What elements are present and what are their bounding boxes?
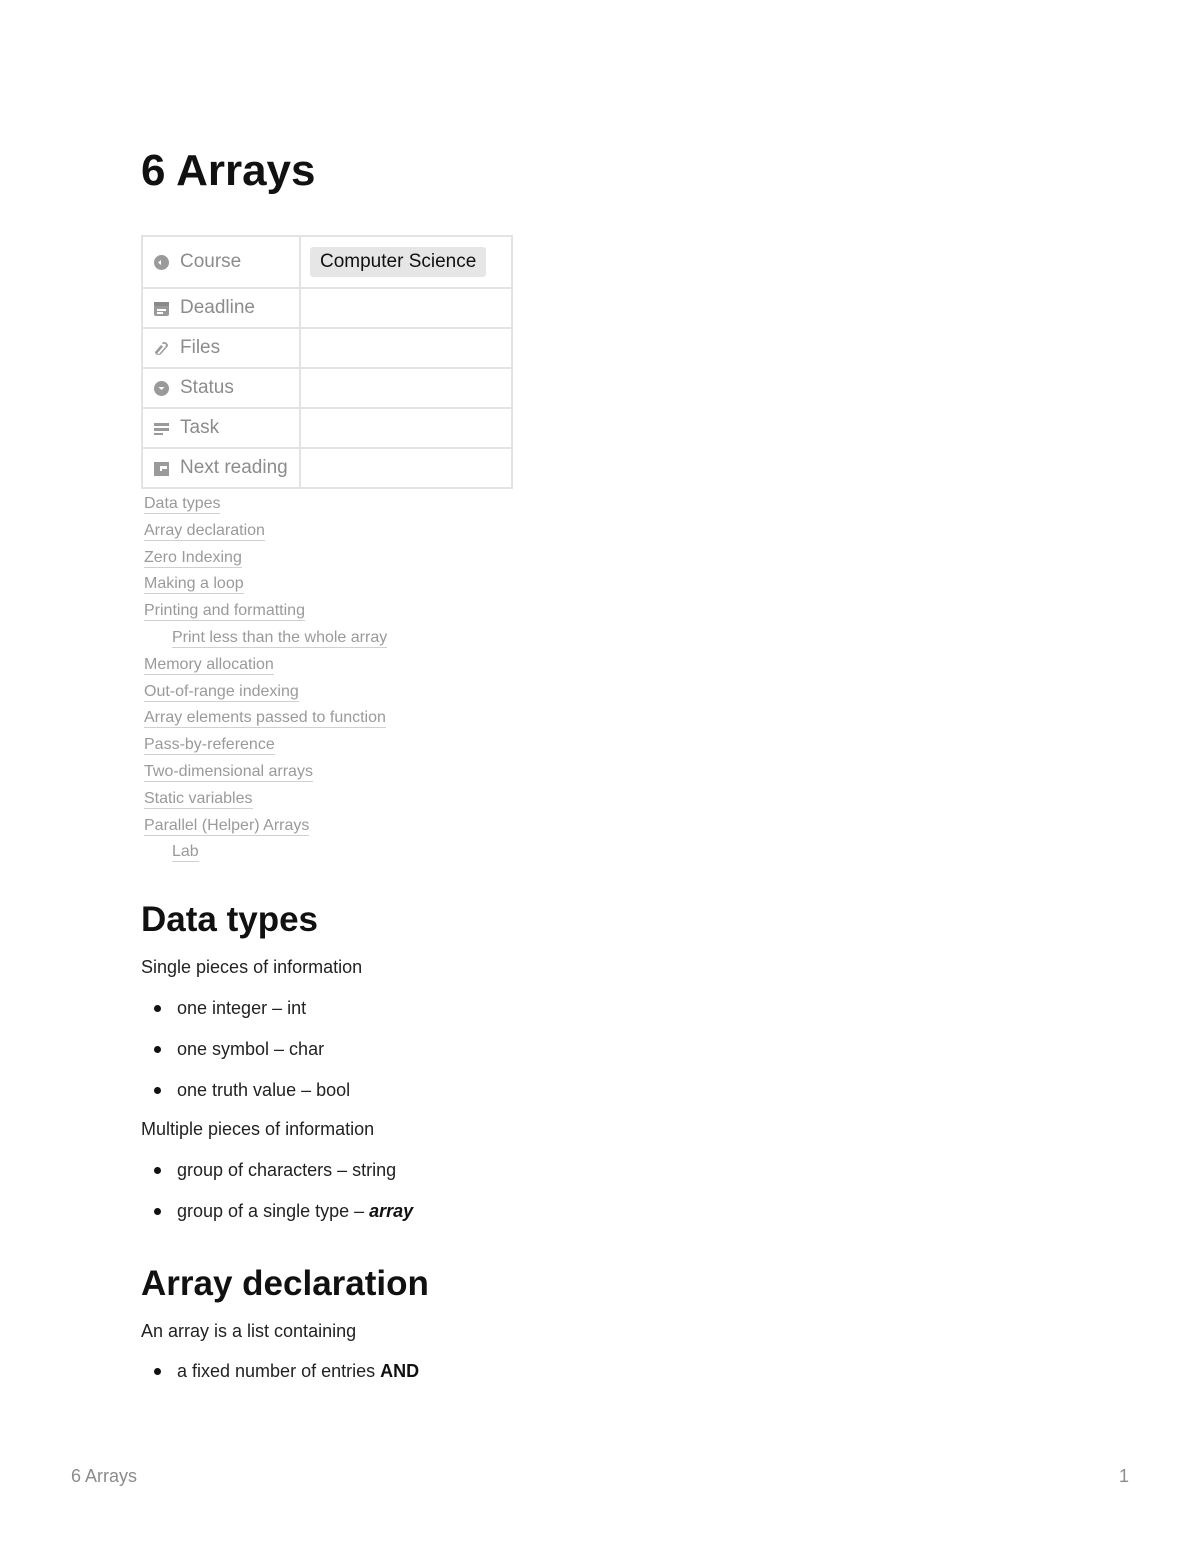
property-key xyxy=(142,328,300,368)
list-item: one truth value – bool xyxy=(150,1078,350,1119)
property-key xyxy=(142,236,300,288)
property-row-deadline xyxy=(142,288,512,328)
toc-item xyxy=(144,519,387,546)
property-label: Files xyxy=(180,337,221,358)
bullet-list-array-properties xyxy=(150,1359,419,1400)
property-label: Deadline xyxy=(180,297,255,318)
property-label: Status xyxy=(180,377,234,398)
toc-item xyxy=(144,546,387,573)
circle-dot-icon xyxy=(152,253,171,272)
paragraph-array-intro: An array is a list containing xyxy=(141,1321,357,1341)
property-row-course xyxy=(142,236,512,288)
paperclip-icon xyxy=(152,339,171,358)
toc-item xyxy=(144,572,387,599)
section-heading-array-declaration: Array declaration xyxy=(141,1264,429,1303)
list-item-text: group of a single type – xyxy=(177,1201,370,1221)
property-label: Course xyxy=(180,251,242,272)
footer-page-title: 6 Arrays xyxy=(71,1466,138,1486)
property-key xyxy=(142,368,300,408)
text-lines-icon xyxy=(152,419,171,438)
toc-link-array-elements-passed[interactable]: Array elements passed to function xyxy=(144,709,386,727)
property-label: Task xyxy=(180,417,220,438)
toc-link-array-declaration[interactable]: Array declaration xyxy=(144,521,265,539)
list-item: one symbol – char xyxy=(150,1037,350,1078)
property-value[interactable] xyxy=(300,288,512,328)
toc-item xyxy=(144,626,387,653)
list-item xyxy=(150,1199,413,1240)
property-key xyxy=(142,448,300,488)
toc-link-pass-by-reference[interactable]: Pass-by-reference xyxy=(144,736,275,754)
emphasized-term: array xyxy=(369,1201,414,1221)
list-item xyxy=(150,1359,419,1400)
toc-link-memory-allocation[interactable]: Memory allocation xyxy=(144,655,274,673)
course-tag[interactable]: Computer Science xyxy=(310,247,486,277)
toc-item xyxy=(144,787,387,814)
toc-link-print-less-than-whole-array[interactable]: Print less than the whole array xyxy=(172,628,388,646)
property-row-task xyxy=(142,408,512,448)
property-row-status xyxy=(142,368,512,408)
property-row-next-reading xyxy=(142,448,512,488)
toc-link-zero-indexing[interactable]: Zero Indexing xyxy=(144,548,242,566)
toc-item xyxy=(144,814,387,841)
toc-item xyxy=(144,733,387,760)
property-key xyxy=(142,408,300,448)
toc-item xyxy=(144,760,387,787)
paragraph-single-pieces: Single pieces of information xyxy=(141,957,363,977)
toc-link-parallel-arrays[interactable]: Parallel (Helper) Arrays xyxy=(144,816,310,834)
toc-link-out-of-range-indexing[interactable]: Out-of-range indexing xyxy=(144,682,299,700)
toc-item xyxy=(144,599,387,626)
toc-link-printing-and-formatting[interactable]: Printing and formatting xyxy=(144,602,305,620)
relation-arrow-icon xyxy=(152,459,171,478)
toc-link-lab[interactable]: Lab xyxy=(172,843,199,861)
calendar-icon xyxy=(152,299,171,318)
toc-item xyxy=(144,840,387,867)
bullet-list-multiple-types xyxy=(150,1158,413,1240)
toc-link-two-dimensional-arrays[interactable]: Two-dimensional arrays xyxy=(144,762,313,780)
list-item: group of characters – string xyxy=(150,1158,413,1199)
properties-table xyxy=(141,235,513,489)
toc-item xyxy=(144,653,387,680)
property-key xyxy=(142,288,300,328)
table-of-contents xyxy=(144,492,387,867)
toc-item xyxy=(144,706,387,733)
property-value[interactable] xyxy=(300,448,512,488)
section-heading-data-types: Data types xyxy=(141,900,319,939)
property-value[interactable] xyxy=(300,408,512,448)
toc-link-static-variables[interactable]: Static variables xyxy=(144,789,253,807)
list-item-text: a fixed number of entries xyxy=(177,1361,381,1381)
page-title: 6 Arrays xyxy=(141,146,316,195)
toc-link-data-types[interactable]: Data types xyxy=(144,495,221,512)
toc-item xyxy=(144,680,387,707)
property-value[interactable] xyxy=(300,328,512,368)
property-value[interactable] xyxy=(300,236,512,288)
bullet-list-single-types xyxy=(150,996,350,1119)
list-item: one integer – int xyxy=(150,996,350,1037)
toc-item xyxy=(144,492,387,519)
property-label: Next reading xyxy=(180,457,288,478)
property-row-files xyxy=(142,328,512,368)
bold-term: AND xyxy=(380,1361,420,1381)
toc-link-making-a-loop[interactable]: Making a loop xyxy=(144,575,244,593)
footer-page-number: 1 xyxy=(1118,1466,1129,1486)
circle-dot-icon xyxy=(152,379,171,398)
paragraph-multiple-pieces: Multiple pieces of information xyxy=(141,1119,375,1139)
property-value[interactable] xyxy=(300,368,512,408)
